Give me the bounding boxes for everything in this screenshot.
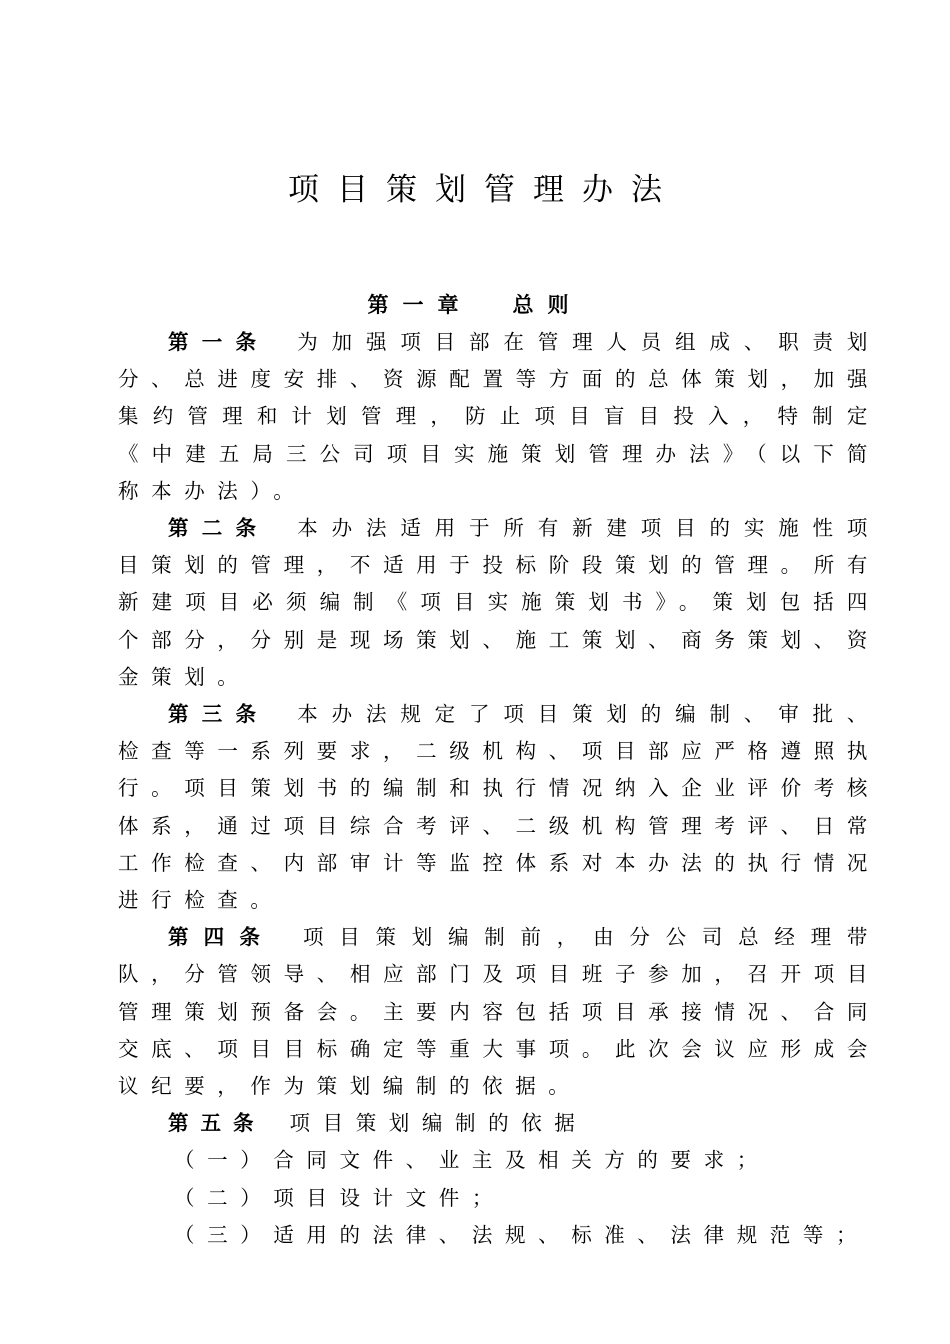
article-text: 本办法适用于所有新建项目的实施性项目策划的管理，不适用于投标阶段策划的管理。所有新建项目必须编制《项目实施策划书》。策划包括四个部分，分别是现场策划、施工策划、商务策划、资金策划。 [118,516,881,689]
article-label: 第五条 [168,1111,266,1136]
article-3 [118,696,880,919]
article-4 [118,919,880,1105]
article-label: 第二条 [168,516,270,541]
chapter-number: 第一章 [367,292,473,317]
article-5 [118,1105,880,1142]
article-text: 本办法规定了项目策划的编制、审批、检查等一系列要求，二级机构、项目部应严格遵照执行。项目策划书的编制和执行情况纳入企业评价考核体系，通过项目综合考评、二级机构管理考评、日常工作检查、内部审计等监控体系对本办法的执行情况进行检查。 [118,702,881,913]
basis-item-2: （二）项目设计文件； [174,1185,505,1210]
document-title: 项目策划管理办法 [288,172,680,208]
article-1 [118,324,880,510]
basis-item-1: （一）合同文件、业主及相关方的要求； [174,1148,770,1173]
chapter-heading [0,290,950,320]
article-label: 第一条 [168,330,270,354]
document-body [118,324,880,1254]
article-label: 第四条 [168,925,275,950]
article-text: 为加强项目部在管理人员组成、职责划分、总进度安排、资源配置等方面的总体策划，加强集约管理和计划管理，防止项目盲目投入，特制定《中建五局三公司项目实施策划管理办法》（以下简称本办法）。 [118,330,881,503]
article-label: 第三条 [168,702,270,727]
basis-item-3: （三）适用的法律、法规、标准、法律规范等； [174,1222,870,1247]
article-text: 项目策划编制的依据 [289,1111,588,1136]
chapter-name: 总则 [512,292,583,317]
article-text: 项目策划编制前，由分公司总经理带队，分管领导、相应部门及项目班子参加，召开项目管理策划预备会。主要内容包括项目承接情况、合同交底、项目目标确定等重大事项。此次会议应形成会议纪要，作为策划编制的依据。 [118,925,880,1099]
article-2 [118,510,880,696]
